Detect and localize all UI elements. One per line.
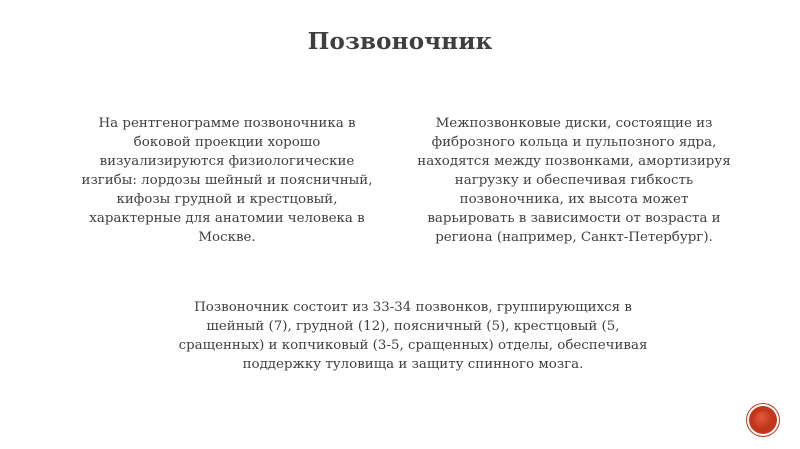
- left-text-line: Москве.: [198, 230, 256, 245]
- right-text-line: варьировать в зависимости от возраста и: [427, 211, 721, 226]
- bottom-text-line: шейный (7), грудной (12), поясничный (5), крестцовый (5,: [206, 319, 620, 334]
- left-text-line: характерные для анатомии человека в: [89, 211, 365, 226]
- bottom-text-line: Позвоночник состоит из 33-34 позвонков, группирующихся в: [194, 300, 632, 315]
- right-text-line: позвоночника, их высота может: [459, 192, 689, 207]
- slide-nav-button[interactable]: [749, 406, 777, 434]
- left-text-line: На рентгенограмме позвоночника в: [98, 116, 356, 131]
- left-text-line: изгибы: лордозы шейный и поясничный,: [81, 173, 373, 188]
- bottom-text-line: сращенных) и копчиковый (3-5, сращенных) отделы, обеспечивая: [178, 338, 648, 353]
- bottom-text-line: поддержку туловища и защиту спинного мозга.: [242, 357, 584, 372]
- left-text-line: визуализируются физиологические: [99, 154, 355, 169]
- bottom-text-block: [148, 298, 678, 374]
- right-text-line: нагрузку и обеспечивая гибкость: [454, 173, 694, 188]
- right-text-line: находятся между позвонками, амортизируя: [417, 154, 731, 169]
- left-text-line: боковой проекции хорошо: [133, 135, 321, 150]
- right-text-line: фиброзного кольца и пульпозного ядра,: [431, 135, 717, 150]
- right-text-line: региона (например, Санкт-Петербург).: [435, 230, 713, 245]
- left-text-block: [62, 114, 392, 247]
- left-text-line: кифозы грудной и крестцовый,: [116, 192, 338, 207]
- slide-title: Позвоночник: [307, 28, 493, 55]
- right-text-line: Межпозвонковые диски, состоящие из: [435, 116, 713, 131]
- right-text-block: [398, 114, 750, 247]
